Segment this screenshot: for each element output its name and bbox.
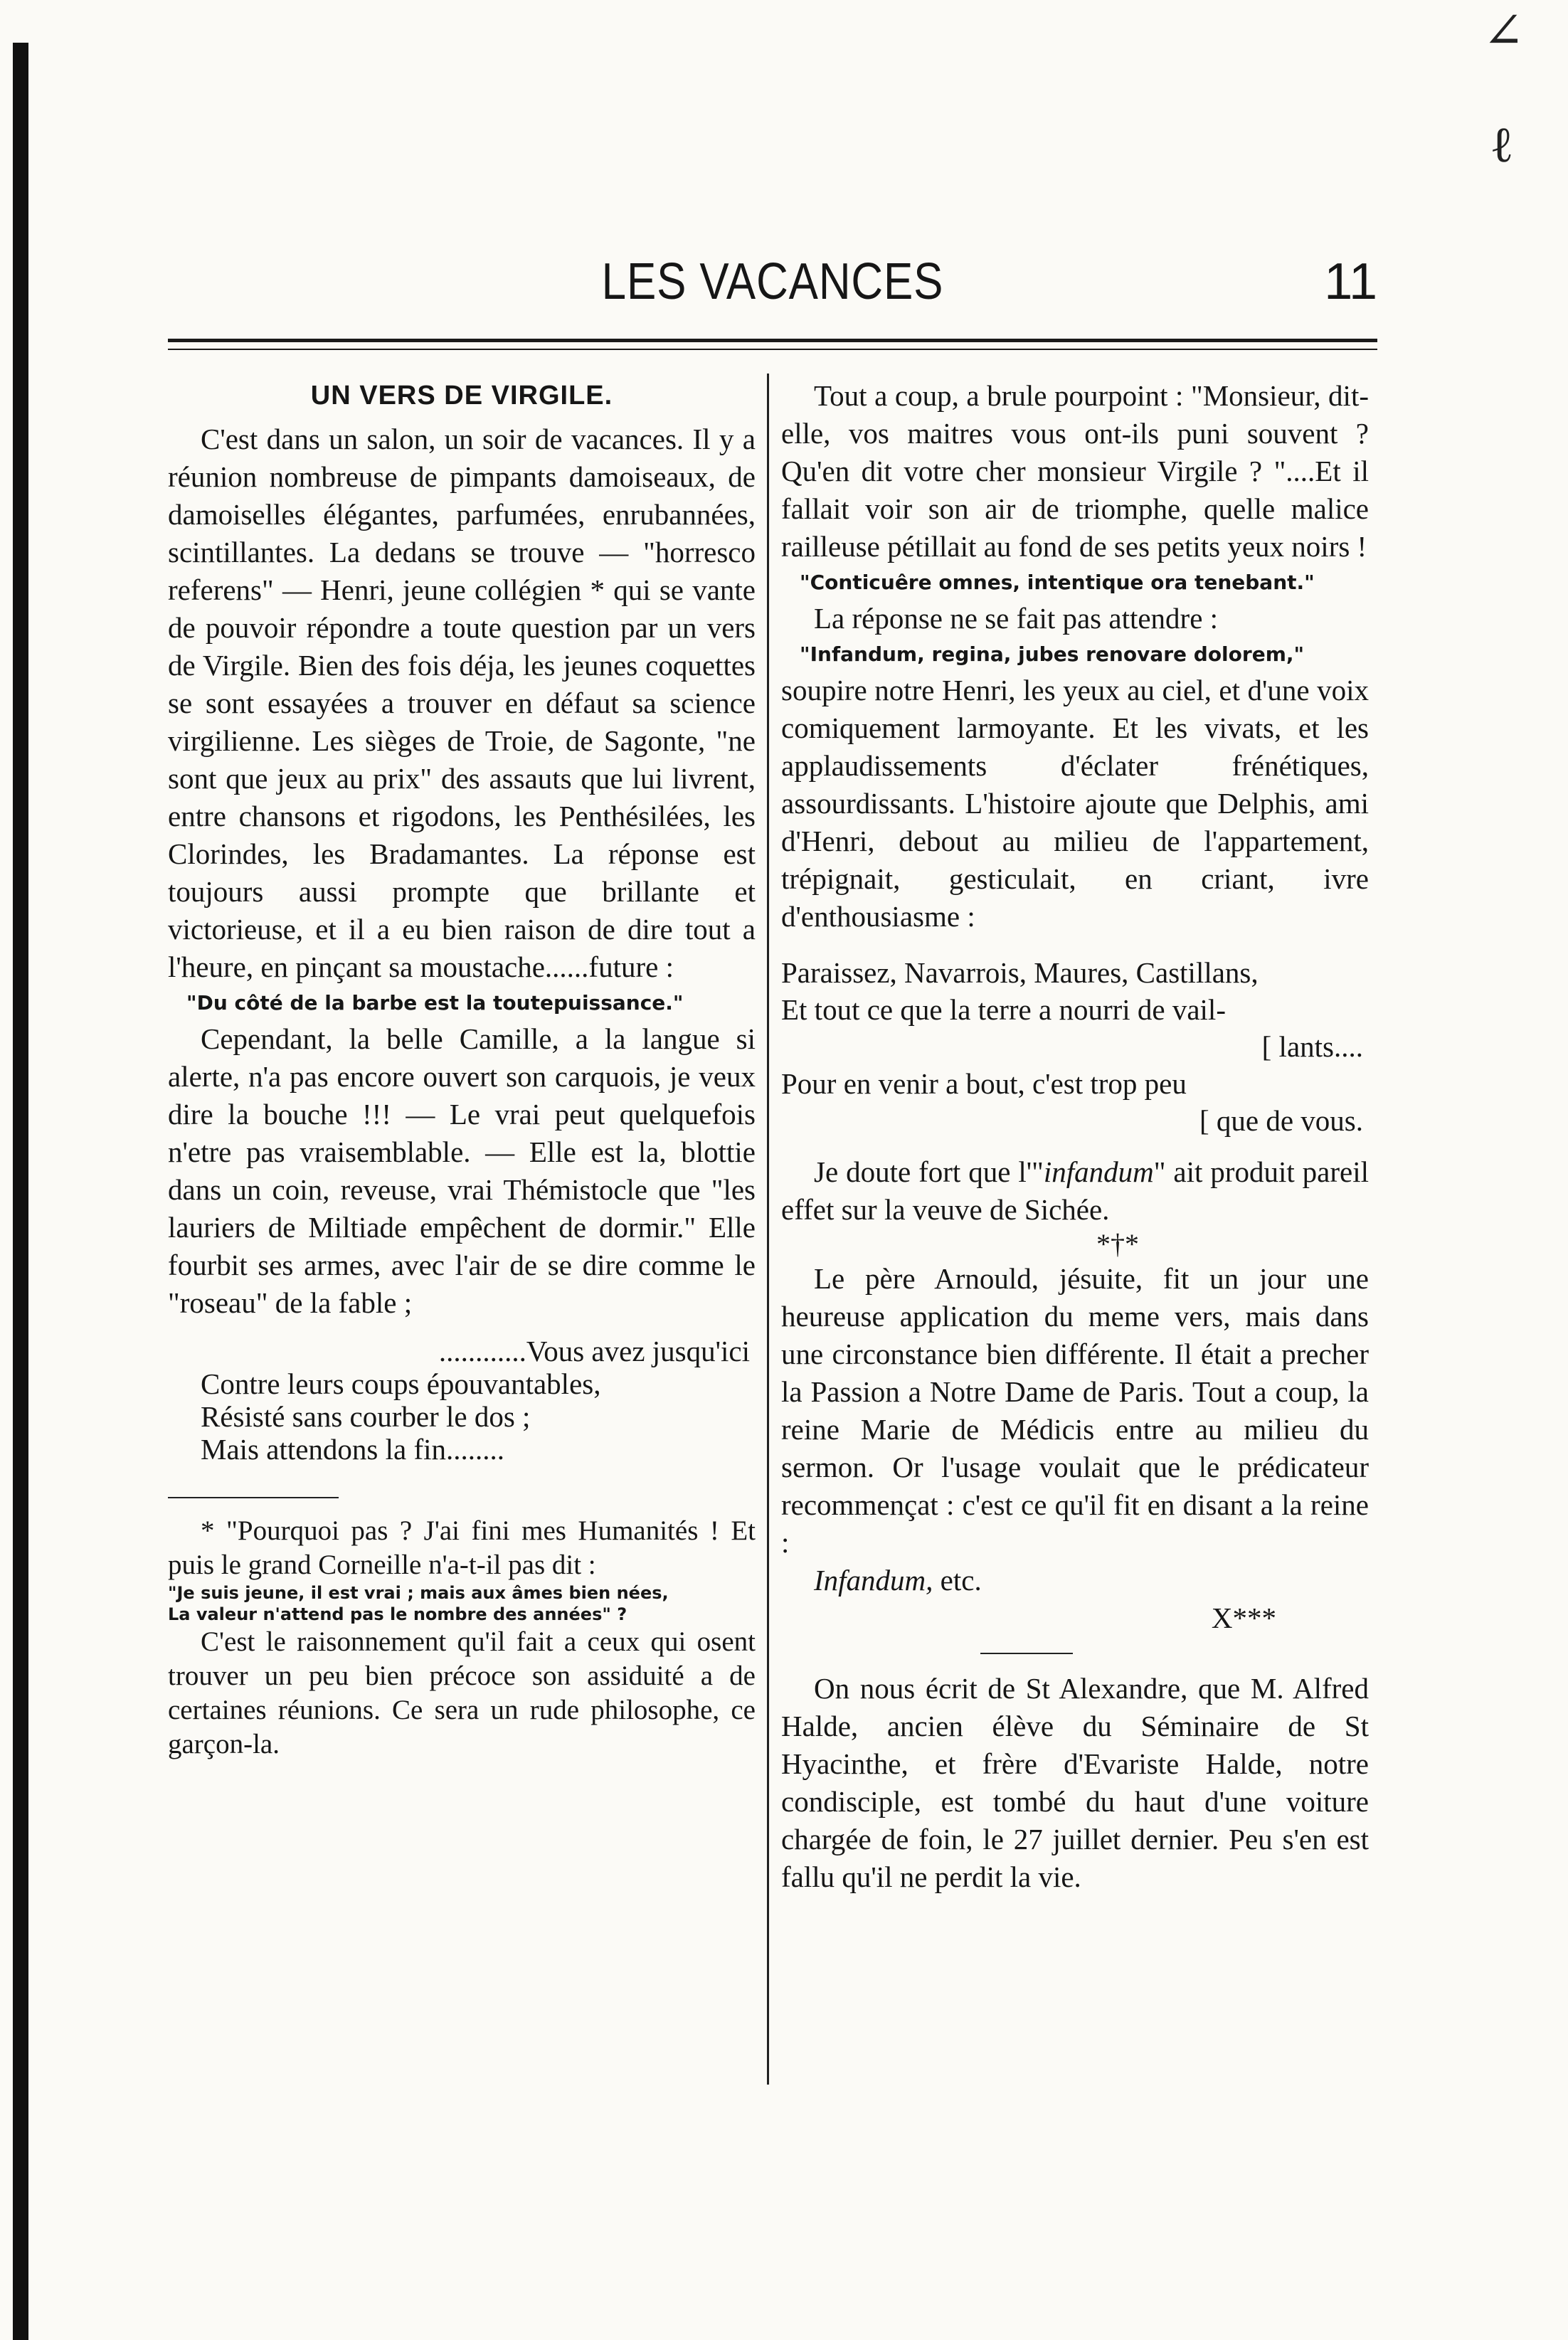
verse-excerpt bbox=[781, 954, 1369, 1139]
header-rule-thick bbox=[168, 339, 1377, 342]
margin-pencil-marks bbox=[1468, 0, 1540, 2340]
footnote-quote-line: "Je suis jeune, il est vrai ; mais aux âmes bien nées, bbox=[168, 1583, 669, 1603]
paragraph: On nous écrit de St Alexandre, que M. Alfred Halde, ancien élève du Séminaire de St Hyacinthe, et frère d'Evariste Halde, notre condisciple, est tombé du haut d'une voiture chargée de foin, le 27 juillet dernier. Peu s'en est fallu qu'il ne perdit la vie. bbox=[781, 1672, 1369, 1893]
page-number: 11 bbox=[1324, 253, 1377, 310]
paragraph: Tout a coup, a brule pourpoint : "Monsieur, dit-elle, vos maitres vous ont-ils puni souvent ? Qu'en dit votre cher monsieur Virgile ? "....Et il fallait voir son air de triomphe, quelle malice railleuse pétillait au fond de ses petits yeux noirs ! bbox=[781, 379, 1369, 563]
poem-line: Contre leurs coups épouvantables, bbox=[201, 1367, 601, 1400]
pencil-mark-icon: ∠ bbox=[1483, 4, 1525, 59]
poem-line: Mais attendons la fin........ bbox=[201, 1433, 505, 1466]
text-run: etc. bbox=[933, 1564, 982, 1597]
paragraph bbox=[781, 1562, 1369, 1599]
column-divider bbox=[767, 374, 769, 2085]
quote-line: "Conticuêre omnes, intentique ora tenebant." bbox=[800, 571, 1315, 594]
signature: X*** bbox=[1211, 1602, 1276, 1634]
section-separator bbox=[980, 1653, 1073, 1654]
text-run: Je doute fort que l'" bbox=[814, 1155, 1044, 1188]
paragraph: C'est dans un salon, un soir de vacances. Il y a réunion nombreuse de pimpants damoiseaux, de damoiselles élégantes, parfumées, enrubannées, scintillantes. La dedans se trouve — "horresco referens" — Henri, jeune collégien * qui se vante de pouvoir répondre a toute question par un vers de Virgile. Bien des fois déja, les jeunes coquettes se sont essayées a trouver en défaut sa science virgilienne. Les sièges de Troie, de Sagonte, "ne sont que jeux au prix" des assauts que lui livrent, entre chansons et rigodons, les Penthésilées, les Clorindes, les Bradamantes. La réponse est toujours aussi prompte que brillante et victorieuse, et il a eu bien raison de dire tout a l'heure, en pinçant sa moustache......future : bbox=[168, 423, 756, 983]
verse-line: [ lants.... bbox=[1261, 1030, 1363, 1063]
paragraph bbox=[781, 1260, 1369, 1562]
footnote: C'est le raisonnement qu'il fait a ceux qui osent trouver un peu bien précoce son assiduité a de certaines réunions. Ce sera un rude philosophe, ce garçon-la. bbox=[168, 1626, 756, 1759]
italic-word: Infandum, bbox=[814, 1564, 933, 1597]
left-column bbox=[168, 377, 756, 1762]
text-run: " ait produit pareil effet sur la veuve de Sichée. bbox=[781, 1155, 1369, 1226]
quote-line: "Du côté de la barbe est la toutepuissance." bbox=[186, 991, 684, 1015]
footnote: * "Pourquoi pas ? J'ai fini mes Humanités ! Et puis le grand Corneille n'a-t-il pas dit : bbox=[168, 1515, 756, 1580]
verse-line: Pour en venir a bout, c'est trop peu bbox=[781, 1067, 1187, 1100]
pencil-mark-icon: ℓ bbox=[1490, 118, 1514, 173]
poem-line: Résisté sans courber le dos ; bbox=[201, 1400, 531, 1433]
paragraph: La réponse ne se fait pas attendre : bbox=[814, 602, 1219, 635]
verse-line: Paraissez, Navarrois, Maures, Castillans, bbox=[781, 956, 1259, 989]
running-title: LES VACANCES bbox=[601, 253, 944, 310]
page-header bbox=[168, 253, 1377, 331]
footnote-separator bbox=[168, 1497, 339, 1498]
italic-word: infandum bbox=[1043, 1155, 1154, 1188]
header-rule-thin bbox=[168, 349, 1377, 350]
paragraph: soupire notre Henri, les yeux au ciel, et d'une voix comiquement larmoyante. Et les vivats, et les applaudissements d'éclater frénétiques, assourdissants. L'histoire ajoute que Delphis, ami d'Henri, debout au milieu de l'appartement, trépignait, gesticulait, en criant, ivre d'enthousiasme : bbox=[781, 674, 1369, 933]
footnote-quote-line: La valeur n'attend pas le nombre des années" ? bbox=[168, 1604, 627, 1624]
right-column bbox=[781, 377, 1369, 1896]
scan-edge-bar bbox=[13, 43, 28, 2340]
text-run: Le père Arnould, jésuite, fit un jour une heureuse application du meme vers, mais dans une circonstance bien différente. Il était a precher la Passion a Notre Dame de Paris. Tout a coup, la reine Marie de Médicis entre au milieu du sermon. Or l'usage voulait que le prédicateur recommençat : c'est ce qu'il fit en disant a la reine : bbox=[781, 1262, 1369, 1559]
poem-line: ............Vous avez jusqu'ici bbox=[438, 1335, 750, 1367]
section-ornament: *†* bbox=[1096, 1228, 1139, 1260]
quote-line: "Infandum, regina, jubes renovare dolorem," bbox=[800, 642, 1305, 666]
article-heading: UN VERS DE VIRGILE. bbox=[310, 381, 613, 411]
verse-line: Et tout ce que la terre a nourri de vail- bbox=[781, 993, 1226, 1026]
poem-excerpt bbox=[168, 1335, 756, 1466]
verse-line: [ que de vous. bbox=[1199, 1104, 1363, 1137]
footnote-quote bbox=[168, 1582, 756, 1625]
paragraph: Cependant, la belle Camille, a la langue si alerte, n'a pas encore ouvert son carquois, je veux dire la bouche !!! — Le vrai peut quelquefois n'etre pas vraisemblable. — Elle est la, blottie dans un coin, reveuse, vrai Thémistocle que "les lauriers de Miltiade empêchent de dormir." Elle fourbit ses armes, avec l'air de se dire comme le "roseau" de la fable ; bbox=[168, 1022, 756, 1319]
paragraph bbox=[781, 1153, 1369, 1229]
